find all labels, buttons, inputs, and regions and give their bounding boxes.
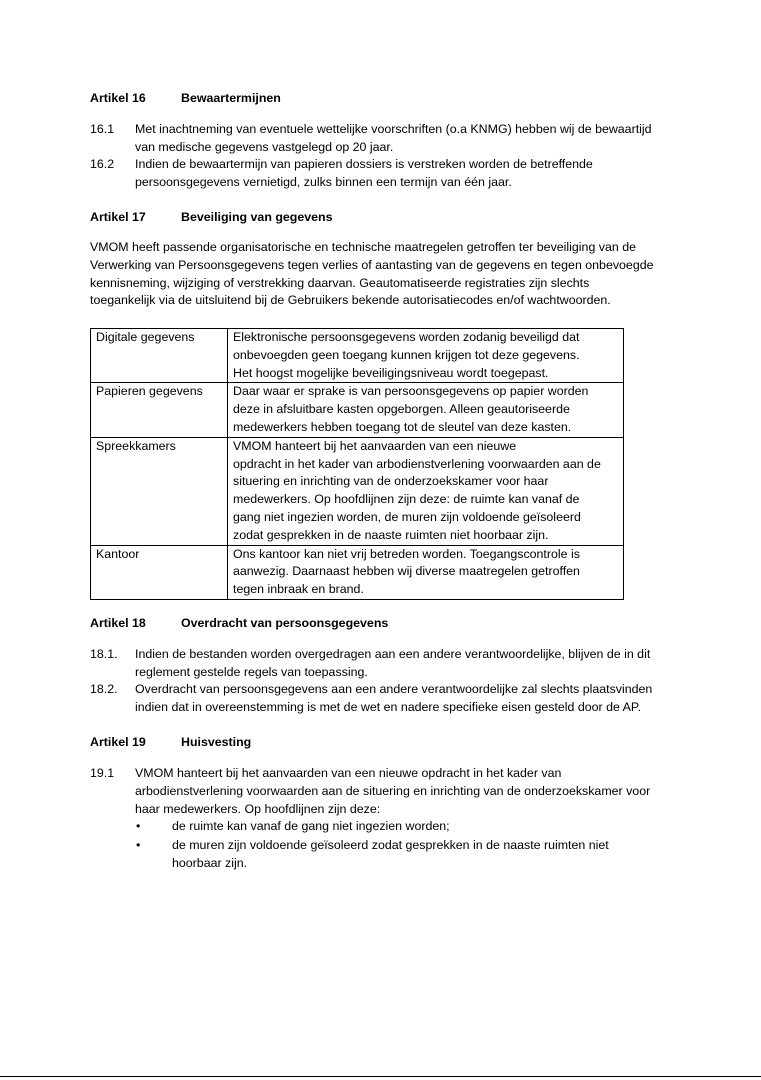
security-measures-table bbox=[90, 328, 624, 600]
row-description bbox=[228, 383, 624, 437]
bullet-icon: • bbox=[136, 819, 141, 833]
text-line: haar medewerkers. Op hoofdlijnen zijn deze: bbox=[135, 801, 381, 816]
article-number: Artikel 17 bbox=[90, 210, 146, 224]
article-number: Artikel 18 bbox=[90, 616, 146, 630]
clause-number: 19.1 bbox=[90, 766, 115, 780]
text-line: deze in afsluitbare kasten opgeborgen. Alleen geautoriseerde bbox=[233, 402, 570, 417]
text-line: medewerkers. Op hoofdlijnen zijn deze: de ruimte kan vanaf de bbox=[233, 492, 580, 507]
clause-text bbox=[135, 765, 680, 818]
clause-number: 18.2. bbox=[90, 682, 118, 696]
row-description bbox=[228, 329, 624, 383]
text-line: toegankelijk via de uitsluitend bij de Gebruikers bekende autorisatiecodes en/of wachtwoorden. bbox=[90, 293, 611, 308]
text-line: Het hoogst mogelijke beveiligingsniveau wordt toegepast. bbox=[233, 365, 549, 380]
table-row bbox=[91, 437, 624, 545]
text-line: arbodienstverlening voorwaarden aan de situering en inrichting van de onderzoekskamer voor bbox=[135, 783, 651, 798]
text-line: aanwezig. Daarnaast hebben wij diverse maatregelen getroffen bbox=[233, 564, 580, 579]
text-line: Verwerking van Persoonsgegevens tegen verlies of aantasting van de gegevens en tegen onbevoegde bbox=[90, 257, 654, 272]
article-number: Artikel 19 bbox=[90, 735, 146, 749]
text-line: Indien de bewaartermijn van papieren dossiers is verstreken worden de betreffende bbox=[135, 157, 593, 171]
text-line: Elektronische persoonsgegevens worden zodanig beveiligd dat bbox=[233, 330, 580, 344]
article-title: Bewaartermijnen bbox=[181, 91, 281, 105]
clause-number: 16.1 bbox=[90, 122, 115, 136]
bullet-item bbox=[172, 818, 692, 836]
text-line: opdracht in het kader van arbodienstverlening voorwaarden aan de bbox=[233, 456, 601, 471]
bullet-icon: • bbox=[136, 838, 141, 852]
row-label: Spreekkamers bbox=[91, 437, 228, 545]
clause-text bbox=[135, 681, 680, 717]
clause-text bbox=[135, 156, 680, 192]
text-line: indien dat in overeenstemming is met de wet en nadere specifieke eisen gesteld door de AP. bbox=[135, 699, 642, 714]
row-label: Papieren gegevens bbox=[91, 383, 228, 437]
row-label: Digitale gegevens bbox=[91, 329, 228, 383]
text-line: situering en inrichting van de onderzoekskamer voor haar bbox=[233, 474, 549, 489]
article-title: Beveiliging van gegevens bbox=[181, 210, 333, 224]
clause-number: 18.1. bbox=[90, 647, 118, 661]
text-line: de muren zijn voldoende geïsoleerd zodat gesprekken in de naaste ruimten niet bbox=[172, 838, 609, 852]
table-row bbox=[91, 545, 624, 599]
article-title: Huisvesting bbox=[181, 735, 252, 749]
row-description bbox=[228, 437, 624, 545]
text-line: Overdracht van persoonsgegevens aan een andere verantwoordelijke zal slechts plaatsvinden bbox=[135, 682, 653, 696]
row-label: Kantoor bbox=[91, 545, 228, 599]
text-line: tegen inbraak en brand. bbox=[233, 582, 364, 597]
article-number: Artikel 16 bbox=[90, 91, 146, 105]
table-row bbox=[91, 329, 624, 383]
text-line: Indien de bestanden worden overgedragen aan een andere verantwoordelijke, blijven de in dit bbox=[135, 647, 651, 661]
text-line: gang niet ingezien worden, de muren zijn voldoende geïsoleerd bbox=[233, 509, 581, 524]
text-line: kennisneming, wijziging of verstrekking daarvan. Geautomatiseerde registraties zijn slechts bbox=[90, 275, 590, 290]
row-description bbox=[228, 545, 624, 599]
bullet-item bbox=[172, 837, 692, 873]
text-line: VMOM hanteert bij het aanvaarden van een nieuwe opdracht in het kader van bbox=[135, 766, 562, 780]
text-line: van medische gegevens vastgelegd op 20 jaar. bbox=[135, 139, 394, 154]
article-title: Overdracht van persoonsgegevens bbox=[181, 616, 389, 630]
text-line: de ruimte kan vanaf de gang niet ingezien worden; bbox=[172, 819, 450, 833]
text-line: Daar waar er sprake is van persoonsgegevens op papier worden bbox=[233, 384, 589, 399]
clause-text bbox=[135, 646, 680, 682]
text-line: hoorbaar zijn. bbox=[172, 855, 248, 870]
text-line: medewerkers hebben toegang tot de sleutel van deze kasten. bbox=[233, 419, 572, 434]
text-line: Met inachtneming van eventuele wettelijke voorschriften (o.a KNMG) hebben wij de bewaartijd bbox=[135, 122, 652, 136]
text-line: Ons kantoor kan niet vrij betreden worden. Toegangscontrole is bbox=[233, 546, 580, 561]
text-line: reglement gestelde regels van toepassing. bbox=[135, 664, 368, 679]
clause-text bbox=[135, 121, 680, 157]
article-17-intro bbox=[90, 239, 690, 310]
text-line: persoonsgegevens vernietigd, zulks binnen een termijn van één jaar. bbox=[135, 174, 512, 189]
text-line: zodat gesprekken in de naaste ruimten niet hoorbaar zijn. bbox=[233, 527, 549, 542]
table-row bbox=[91, 383, 624, 437]
page-bottom-divider bbox=[0, 1076, 761, 1077]
text-line: VMOM hanteert bij het aanvaarden van een nieuwe bbox=[233, 438, 517, 453]
clause-number: 16.2 bbox=[90, 157, 115, 171]
text-line: VMOM heeft passende organisatorische en technische maatregelen getroffen ter beveiliging van de bbox=[90, 240, 636, 254]
text-line: onbevoegden geen toegang kunnen krijgen tot deze gegevens. bbox=[233, 347, 580, 362]
